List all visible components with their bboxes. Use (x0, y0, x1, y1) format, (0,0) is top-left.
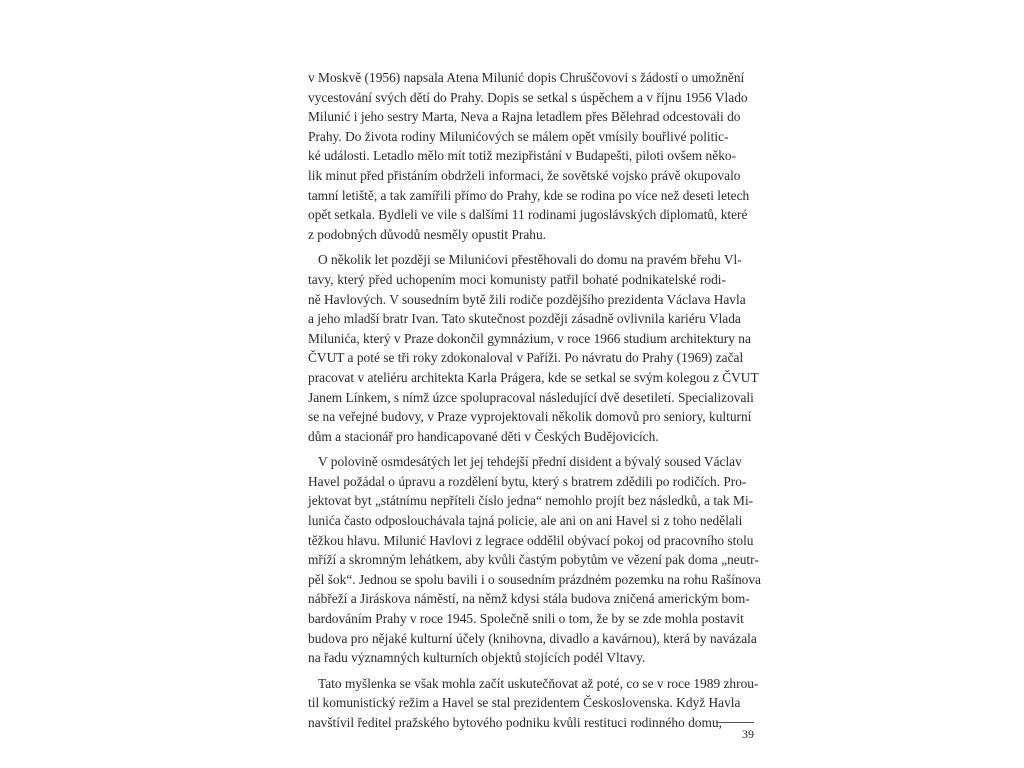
text-line: tamní letiště, a tak zamířili přímo do Prahy, kde se rodina po více než deseti letech (308, 187, 750, 203)
text-line: bardováním Prahy v roce 1945. Společně snili o tom, že by se zde mohla postavit (308, 611, 744, 627)
paragraph (308, 452, 761, 668)
text-line: navštívil ředitel pražského bytového podniku kvůli restituci rodinného domu, (308, 715, 722, 730)
text-line: a jeho mladší bratr Ivan. Tato skutečnost později zásadně ovlivnila kariéru Vlada (308, 311, 741, 327)
text-line: mříží a skromným lehátkem, aby kvůli častým pobytům ve vězení pak doma „neutr- (308, 552, 759, 568)
paragraph (308, 674, 759, 733)
text-line: Tato myšlenka se však mohla začít uskutečňovat až poté, co se v roce 1989 zhrou- (318, 675, 759, 691)
text-line: ně Havlových. V sousedním bytě žili rodiče pozdějšího prezidenta Václava Havla (308, 291, 746, 307)
text-line: těžkou hlavu. Milunić Havlovi z legrace oddělil obývací pokoj od pracovního stolu (308, 532, 754, 548)
text-line: pracovat v ateliéru architekta Karla Prágera, kde se setkal se svým kolegou z ČVUT (308, 369, 759, 385)
text-line: tavy, který před uchopením moci komunisty patřil bohaté podnikatelské rodi- (308, 271, 726, 287)
text-line: Milunića, který v Praze dokončil gymnázium, v roce 1966 studium architektury na (308, 330, 751, 346)
text-line: se na veřejné budovy, v Praze vyprojektovali několik domovů pro seniory, kulturní (308, 409, 752, 425)
text-line: til komunistický režim a Havel se stal prezidentem Československa. Když Havla (308, 695, 741, 711)
paragraph (308, 68, 750, 244)
text-line: ČVUT a poté se tři roky zdokonaloval v Paříži. Po návratu do Prahy (1969) začal (308, 350, 744, 366)
text-line: opět setkala. Bydleli ve vile s dalšími 11 rodinami jugoslávských diplomatů, které (308, 207, 748, 223)
text-line: lunića často odposlouchávala tajná policie, ale ani on ani Havel si z toho nedělali (308, 513, 743, 529)
text-line: vycestování svých dětí do Prahy. Dopis se setkal s úspěchem a v říjnu 1956 Vlado (308, 89, 748, 105)
text-line: pěl šok“. Jednou se spolu bavili i o sousedním prázdném pozemku na rohu Rašínova (308, 571, 761, 587)
text-line: lik minut před přistáním obdrželi informaci, že sovětské vojsko právě okupovalo (308, 167, 741, 183)
text-line: na řadu významných kulturních objektů stojících podél Vltavy. (308, 650, 646, 666)
text-line: budova pro nějaké kulturní účely (knihovna, divadlo a kavárnou), která by navázala (308, 630, 757, 646)
footer-rule (716, 722, 754, 723)
text-line: O několik let později se Milunićovi přestěhovali do domu na pravém břehu Vl- (318, 252, 742, 268)
text-line: dům a stacionář pro handicapované děti v Českých Budějovicích. (308, 428, 659, 444)
page-number: 39 (742, 727, 754, 741)
text-line: v Moskvě (1956) napsala Atena Milunić dopis Chruščovovi s žádostí o umožnění (308, 70, 745, 85)
text-line: nábřeží a Jiráskova náměstí, na němž kdysi stála budova zničená americkým bom- (308, 591, 750, 607)
text-line: z podobných důvodů nesměly opustit Prahu. (308, 226, 547, 242)
text-line: Havel požádal o úpravu a rozdělení bytu, který s bratrem zdědili po rodičích. Pro- (308, 473, 747, 489)
text-line: V polovině osmdesátých let jej tehdejší přední disident a bývalý soused Václav (318, 454, 742, 470)
paragraph (308, 250, 759, 446)
text-line: jektovat byt „státnímu nepříteli číslo jedna“ nemohlo projít bez následků, a tak Mi- (308, 493, 754, 509)
text-line: Prahy. Do života rodiny Milunićových se málem opět vmísily bouřlivé politic- (308, 128, 729, 144)
text-line: Janem Línkem, s nímž úzce spolupracoval následující dvě desetiletí. Specializovali (308, 389, 754, 405)
text-line: ké události. Letadlo mělo mít totiž mezipřistání v Budapešti, piloti ovšem něko- (308, 148, 737, 164)
text-line: Milunić i jeho sestry Marta, Neva a Rajna letadlem přes Bělehrad odcestovali do (308, 109, 741, 125)
